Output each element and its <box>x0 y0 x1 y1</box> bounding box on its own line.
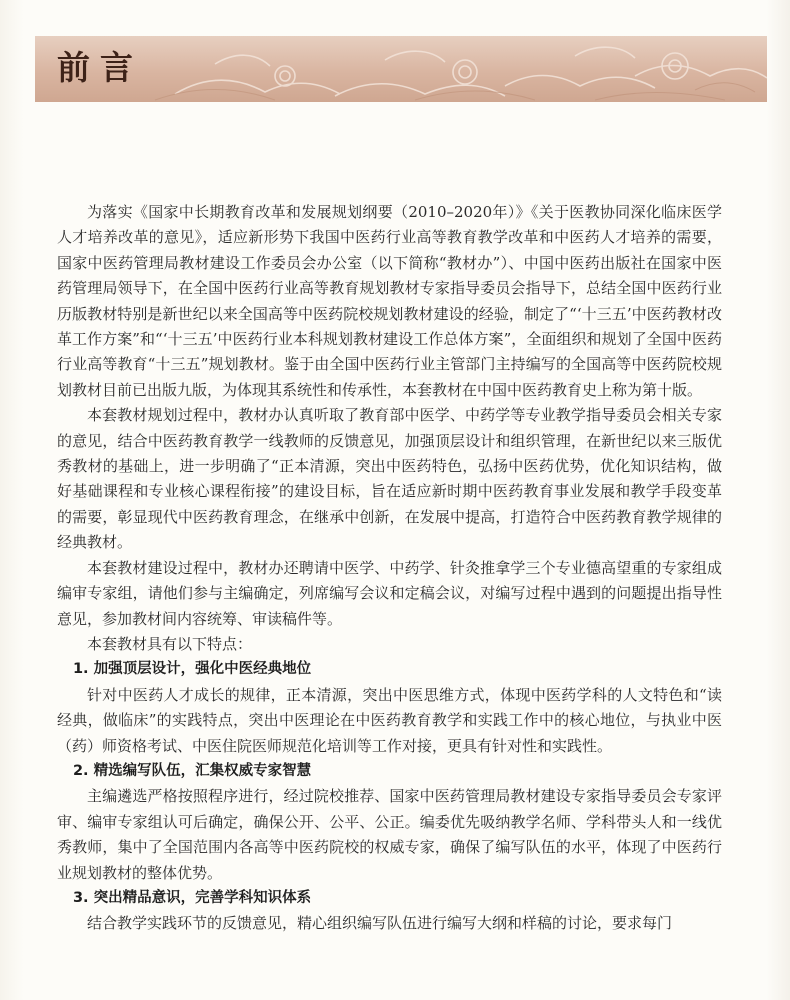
paragraph: 本套教材具有以下特点： <box>87 634 253 653</box>
paragraph: 为落实《国家中长期教育改革和发展规划纲要（2010–2020年）》《关于医教协同深化临床医学人才培养改革的意见》，适应新形势下我国中医药行业高等教育教学改革和中医药人才培养的需要，国家中医药管理局教材建设工作委员会办公室（以下简称“教材办”）、中国中医药出版社在国家中医药管理局领导下，在全国中医药行业高等教育规划教材专家指导委员会指导下，总结全国中医药行业历版教材特别是新世纪以来全国高等中医药院校规划教材建设的经验，制定了“‘十三五’中医药教材改革工作方案”和“‘十三五’中医药行业本科规划教材建设工作总体方案”，全面组织和规划了全国中医药行业高等教育“十三五”规划教材。鉴于由全国中医药行业主管部门主持编写的全国高等中医药院校规划教材目前已出版九版，为体现其系统性和传承性，本套教材在中国中医药教育史上称为第十版。 <box>57 203 722 399</box>
section-heading: 1. 加强顶层设计，强化中医经典地位 <box>72 661 312 678</box>
paragraph: 本套教材规划过程中，教材办认真听取了教育部中医学、中药学等专业教学指导委员会相关专家的意见，结合中医药教育教学一线教师的反馈意见，加强顶层设计和组织管理，在新世纪以来三版优秀教材的基础上，进一步明确了“正本清源，突出中医药特色，弘扬中医药优势，优化知识结构，做好基础课程和专业核心课程衔接”的建设目标，旨在适应新时期中医药教育事业发展和教学手段变革的需要，彰显现代中医药教育理念，在继承中创新，在发展中提高，打造符合中医药教育教学规律的经典教材。 <box>57 406 722 552</box>
paragraph: 结合教学实践环节的反馈意见，精心组织编写队伍进行编写大纲和样稿的讨论，要求每门 <box>87 914 673 933</box>
chapter-header-banner <box>35 36 767 102</box>
preface-body <box>57 200 722 937</box>
paragraph: 本套教材建设过程中，教材办还聘请中医学、中药学、针灸推拿学三个专业德高望重的专家组成编审专家组，请他们参与主编确定，列席编写会议和定稿会议，对编写过程中遇到的问题提出指导性意见，参加教材间内容统筹、审读稿件等。 <box>57 558 722 628</box>
paragraph: 主编遴选严格按照程序进行，经过院校推荐、国家中医药管理局教材建设专家指导委员会专家评审、编审专家组认可后确定，确保公开、公平、公正。编委优先吸纳教学名师、学科带头人和一线优秀教师，集中了全国范围内各高等中医药院校的权威专家，确保了编写队伍的水平，体现了中医药行业规划教材的整体优势。 <box>57 787 722 882</box>
wave-pattern-decoration <box>35 36 767 102</box>
page-title: 前言 <box>57 48 143 87</box>
paragraph: 针对中医药人才成长的规律，正本清源，突出中医思维方式，体现中医药学科的人文特色和“读经典，做临床”的实践特点，突出中医理论在中医药教育教学和实践工作中的核心地位，与执业中医（药）师资格考试、中医住院医师规范化培训等工作对接，更具有针对性和实践性。 <box>57 685 722 755</box>
section-heading: 2. 精选编写队伍，汇集权威专家智慧 <box>72 762 312 779</box>
section-heading: 3. 突出精品意识，完善学科知识体系 <box>72 889 312 906</box>
